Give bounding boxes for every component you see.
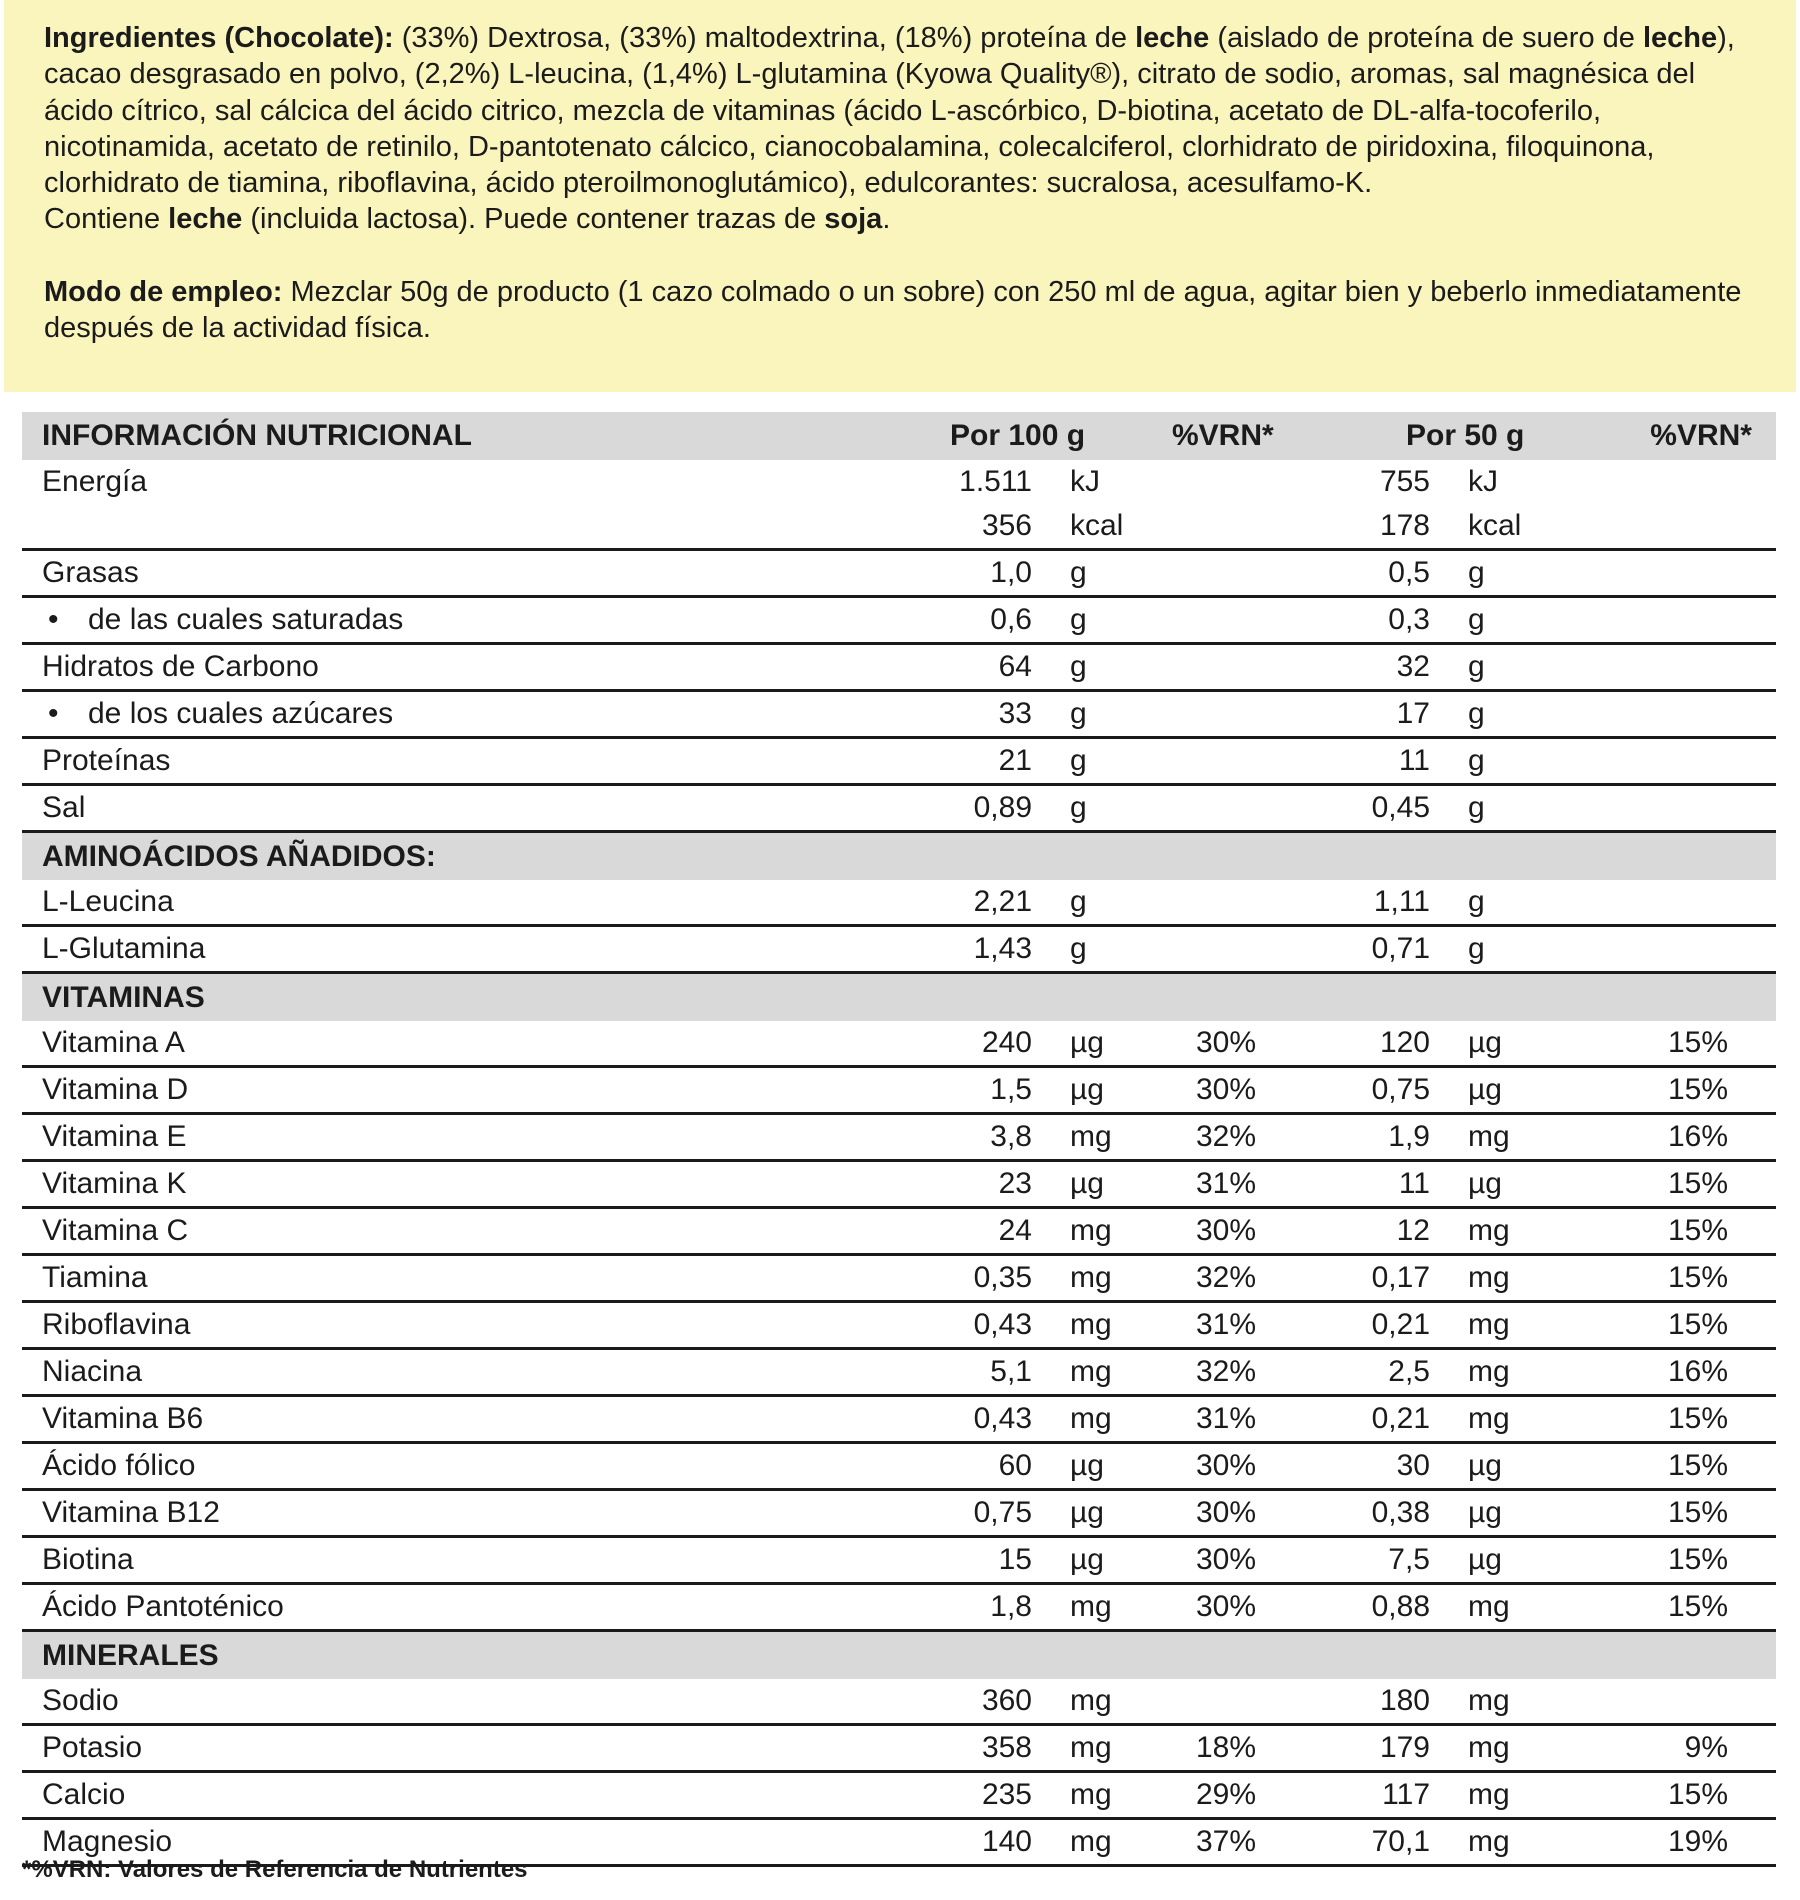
- energy-label: Energía: [42, 465, 148, 498]
- row-label: Biotina: [42, 1543, 134, 1576]
- unit-per50: mg: [1468, 1261, 1510, 1294]
- vrn100-header: %VRN*: [1172, 419, 1274, 452]
- table-row: [22, 1773, 1776, 1820]
- row-label: Hidratos de Carbono: [42, 650, 319, 683]
- unit-per100: µg: [1070, 1543, 1104, 1576]
- vrn-per50: 15%: [1667, 1214, 1728, 1247]
- unit-per50: g: [1468, 650, 1485, 683]
- table-row: [22, 1444, 1776, 1491]
- unit-per100: mg: [1070, 1825, 1112, 1858]
- table-row: [22, 692, 1776, 739]
- allergens-paragraph: Contiene leche (incluida lactosa). Puede contener trazas de soja.: [44, 203, 891, 236]
- row-label: Calcio: [42, 1778, 126, 1811]
- unit-per50: g: [1468, 603, 1485, 636]
- value-per100: 15: [998, 1543, 1032, 1576]
- bullet-icon: •: [48, 603, 59, 636]
- table-row: [22, 1209, 1776, 1256]
- table-header: [22, 412, 1776, 460]
- value-per50: 0,75: [1371, 1073, 1430, 1106]
- value-per100: 3,8: [990, 1120, 1032, 1153]
- energy-kj-row: Energía 1.511 kJ 755 kJ: [22, 460, 1776, 504]
- value-per50: 1,11: [1373, 885, 1430, 918]
- table-row: [22, 1491, 1776, 1538]
- table-row: [22, 551, 1776, 598]
- vrn-per100: 37%: [1196, 1825, 1257, 1858]
- table-row: [22, 1350, 1776, 1397]
- value-per100: 140: [981, 1825, 1032, 1858]
- unit-per100: g: [1070, 603, 1087, 636]
- unit-per50: g: [1468, 885, 1485, 918]
- row-label: Grasas: [42, 556, 139, 589]
- row-label: L-Glutamina: [42, 932, 206, 965]
- unit-per50: mg: [1468, 1120, 1510, 1153]
- value-per100: 33: [998, 697, 1032, 730]
- energy-kcal-row: 356 kcal 178 kcal: [22, 504, 1776, 551]
- row-label: Vitamina D: [42, 1073, 189, 1106]
- vrn-per50: 15%: [1667, 1026, 1728, 1059]
- unit-per100: µg: [1070, 1167, 1104, 1200]
- value-per50: 0,17: [1371, 1261, 1430, 1294]
- value-per50: 0,38: [1371, 1496, 1430, 1529]
- value-per100: 0,35: [973, 1261, 1032, 1294]
- vrn-per50: 16%: [1667, 1355, 1728, 1388]
- value-per100: 358: [981, 1731, 1032, 1764]
- row-label: de los cuales azúcares: [88, 697, 394, 730]
- unit-per100: mg: [1070, 1778, 1112, 1811]
- value-per100: 1,43: [973, 932, 1032, 965]
- unit-per50: µg: [1468, 1167, 1502, 1200]
- table-row: [22, 786, 1776, 833]
- unit-per100: mg: [1070, 1402, 1112, 1435]
- vrn-per50: 15%: [1667, 1167, 1728, 1200]
- unit-per50: mg: [1468, 1214, 1510, 1247]
- vrn-per100: 30%: [1196, 1543, 1257, 1576]
- vrn-per50: 15%: [1667, 1449, 1728, 1482]
- unit-per50: µg: [1468, 1073, 1502, 1106]
- value-per100: 23: [998, 1167, 1032, 1200]
- nutrition-table: [22, 412, 1776, 1867]
- unit-per50: g: [1468, 556, 1485, 589]
- usage-paragraph: Modo de empleo: Mezclar 50g de producto (1 cazo colmado o un sobre) con 250 ml de agua, agitar bien y beberlo inmediatamente después de la actividad física.: [44, 275, 1742, 345]
- unit-per50: g: [1468, 791, 1485, 824]
- unit-per100: mg: [1070, 1590, 1112, 1623]
- value-per50: 7,5: [1388, 1543, 1430, 1576]
- unit-per100: µg: [1070, 1449, 1104, 1482]
- vrn-per100: 29%: [1196, 1778, 1257, 1811]
- value-per100: 60: [998, 1449, 1032, 1482]
- table-row: [22, 739, 1776, 786]
- unit-per100: mg: [1070, 1731, 1112, 1764]
- vrn-per100: 30%: [1196, 1496, 1257, 1529]
- value-per50: 1,9: [1388, 1120, 1430, 1153]
- value-per100: 0,43: [973, 1402, 1032, 1435]
- section-label: MINERALES: [42, 1639, 219, 1672]
- section-label: VITAMINAS: [42, 981, 205, 1014]
- value-per100: 1,5: [990, 1073, 1032, 1106]
- value-per50: 117: [1382, 1778, 1430, 1811]
- row-label: Sodio: [42, 1684, 119, 1717]
- vrn-per50: 15%: [1667, 1308, 1728, 1341]
- row-label: Tiamina: [42, 1261, 148, 1294]
- row-label: Sal: [42, 791, 86, 824]
- row-label: Vitamina B12: [42, 1496, 220, 1529]
- vrn-per100: 31%: [1196, 1167, 1257, 1200]
- table-title: INFORMACIÓN NUTRICIONAL: [42, 419, 472, 452]
- value-per50: 30: [1396, 1449, 1430, 1482]
- unit-per100: mg: [1070, 1308, 1112, 1341]
- unit-per50: mg: [1468, 1308, 1510, 1341]
- vrn-per50: 9%: [1684, 1731, 1728, 1764]
- vrn50-header: %VRN*: [1650, 419, 1752, 452]
- unit-per100: g: [1070, 744, 1087, 777]
- value-per50: 0,21: [1371, 1402, 1430, 1435]
- value-per50: 0,3: [1388, 603, 1430, 636]
- table-row: [22, 1115, 1776, 1162]
- value-per50: 120: [1379, 1026, 1430, 1059]
- row-label: Vitamina K: [42, 1167, 187, 1200]
- value-per50: 2,5: [1388, 1355, 1430, 1388]
- row-label: Niacina: [42, 1355, 143, 1388]
- value-per100: 0,75: [973, 1496, 1032, 1529]
- per100-header: Por 100 g: [950, 419, 1086, 452]
- unit-per100: µg: [1070, 1073, 1104, 1106]
- value-per50: 17: [1396, 697, 1430, 730]
- section-header: [22, 833, 1776, 880]
- unit-per50: mg: [1468, 1825, 1510, 1858]
- value-per50: 11: [1398, 744, 1430, 777]
- unit-per100: g: [1070, 697, 1087, 730]
- table-row: [22, 598, 1776, 645]
- vrn-per50: 15%: [1667, 1073, 1728, 1106]
- value-per50: 70,1: [1371, 1825, 1430, 1858]
- row-label: Magnesio: [42, 1825, 173, 1858]
- value-per100: 0,89: [973, 791, 1032, 824]
- value-per50: 0,5: [1388, 556, 1430, 589]
- row-label: Ácido Pantoténico: [42, 1590, 284, 1623]
- ingredients-paragraph: Ingredientes (Chocolate): (33%) Dextrosa, (33%) maltodextrina, (18%) proteína de leche (aislado de proteína de suero de leche), cacao desgrasado en polvo, (2,2%) L-leucina, (1,4%) L-glutamina (Kyowa Quality®), citrato de sodio, aromas, sal magnésica del ácido cítrico, sal cálcica del ácido citrico, mezcla de vitaminas (ácido L-ascórbico, D-biotina, acetato de DL-alfa-tocoferilo, nicotinamida, acetato de retinilo, D-pantotenato cálcico, cianocobalamina, colecalciferol, clorhidrato de piridoxina, filoquinona, clorhidrato de tiamina, riboflavina, ácido pteroilmonoglutámico), edulcorantes: sucralosa, acesulfamo-K.: [44, 22, 1735, 200]
- unit-per100: mg: [1070, 1214, 1112, 1247]
- value-per50: 0,88: [1371, 1590, 1430, 1623]
- unit-per100: mg: [1070, 1120, 1112, 1153]
- vrn-per100: 30%: [1196, 1214, 1257, 1247]
- table-row: [22, 1538, 1776, 1585]
- vrn-per50: 15%: [1667, 1402, 1728, 1435]
- footnote: *%VRN: Valores de Referencia de Nutrientes: [22, 1856, 528, 1883]
- section-header: [22, 1632, 1776, 1679]
- value-per100: 0,43: [973, 1308, 1032, 1341]
- table-row: [22, 1397, 1776, 1444]
- table-row: [22, 927, 1776, 974]
- vrn-per50: 15%: [1667, 1778, 1728, 1811]
- value-per100: 360: [981, 1684, 1032, 1717]
- value-per100: 235: [981, 1778, 1032, 1811]
- unit-per100: mg: [1070, 1355, 1112, 1388]
- table-row: [22, 1162, 1776, 1209]
- unit-per50: mg: [1468, 1402, 1510, 1435]
- value-per100: 1,8: [990, 1590, 1032, 1623]
- value-per50: 0,71: [1371, 932, 1430, 965]
- unit-per100: µg: [1070, 1026, 1104, 1059]
- row-label: Ácido fólico: [42, 1449, 196, 1482]
- bullet-icon: •: [48, 697, 59, 730]
- table-row: [22, 1256, 1776, 1303]
- vrn-per100: 32%: [1196, 1120, 1257, 1153]
- unit-per100: g: [1070, 791, 1087, 824]
- unit-per100: mg: [1070, 1684, 1112, 1717]
- row-label: Riboflavina: [42, 1308, 191, 1341]
- unit-per100: g: [1070, 885, 1087, 918]
- unit-per50: µg: [1468, 1543, 1502, 1576]
- value-per100: 1,0: [990, 556, 1032, 589]
- value-per50: 32: [1396, 650, 1430, 683]
- value-per100: 64: [998, 650, 1032, 683]
- unit-per100: g: [1070, 650, 1087, 683]
- unit-per50: µg: [1468, 1496, 1502, 1529]
- table-row: [22, 1585, 1776, 1632]
- value-per100: 0,6: [990, 603, 1032, 636]
- unit-per50: µg: [1468, 1449, 1502, 1482]
- vrn-per50: 15%: [1667, 1543, 1728, 1576]
- unit-per100: mg: [1070, 1261, 1112, 1294]
- unit-per50: mg: [1468, 1778, 1510, 1811]
- section-header: [22, 974, 1776, 1021]
- value-per100: 21: [998, 744, 1032, 777]
- unit-per50: mg: [1468, 1731, 1510, 1764]
- table-row: [22, 880, 1776, 927]
- value-per100: 5,1: [990, 1355, 1032, 1388]
- vrn-per50: 16%: [1667, 1120, 1728, 1153]
- usage-label: Modo de empleo:: [44, 275, 283, 308]
- vrn-per100: 30%: [1196, 1026, 1257, 1059]
- unit-per100: µg: [1070, 1496, 1104, 1529]
- vrn-per50: 15%: [1667, 1590, 1728, 1623]
- table-row: [22, 1068, 1776, 1115]
- row-label: Vitamina E: [42, 1120, 187, 1153]
- vrn-per100: 18%: [1196, 1731, 1257, 1764]
- value-per50: 179: [1379, 1731, 1430, 1764]
- unit-per50: mg: [1468, 1684, 1510, 1717]
- ingredients-label: Ingredientes (Chocolate):: [44, 22, 394, 54]
- row-label: de las cuales saturadas: [88, 603, 404, 636]
- per50-header: Por 50 g: [1406, 419, 1525, 452]
- unit-per100: g: [1070, 556, 1087, 589]
- row-label: L-Leucina: [42, 885, 174, 918]
- ingredients-panel: [4, 0, 1796, 392]
- unit-per50: mg: [1468, 1355, 1510, 1388]
- table-row: [22, 1303, 1776, 1350]
- value-per100: 24: [998, 1214, 1032, 1247]
- row-label: Vitamina C: [42, 1214, 189, 1247]
- row-label: Vitamina B6: [42, 1402, 204, 1435]
- row-label: Potasio: [42, 1731, 143, 1764]
- value-per50: 0,45: [1371, 791, 1430, 824]
- vrn-per100: 30%: [1196, 1073, 1257, 1106]
- unit-per50: mg: [1468, 1590, 1510, 1623]
- value-per50: 0,21: [1371, 1308, 1430, 1341]
- value-per50: 12: [1396, 1214, 1430, 1247]
- vrn-per100: 32%: [1196, 1355, 1257, 1388]
- unit-per50: g: [1468, 697, 1485, 730]
- vrn-per100: 30%: [1196, 1449, 1257, 1482]
- table-row: [22, 1021, 1776, 1068]
- row-label: Vitamina A: [42, 1026, 185, 1059]
- vrn-per50: 19%: [1667, 1825, 1728, 1858]
- table-row: [22, 1726, 1776, 1773]
- vrn-per100: 30%: [1196, 1590, 1257, 1623]
- value-per50: 11: [1398, 1167, 1430, 1200]
- table-row: [22, 645, 1776, 692]
- vrn-per100: 31%: [1196, 1402, 1257, 1435]
- value-per50: 180: [1379, 1684, 1430, 1717]
- table-row: [22, 1679, 1776, 1726]
- unit-per50: g: [1468, 744, 1485, 777]
- row-label: Proteínas: [42, 744, 171, 777]
- unit-per50: µg: [1468, 1026, 1502, 1059]
- unit-per100: g: [1070, 932, 1087, 965]
- vrn-per100: 31%: [1196, 1308, 1257, 1341]
- vrn-per50: 15%: [1667, 1496, 1728, 1529]
- section-label: AMINOÁCIDOS AÑADIDOS:: [42, 840, 436, 873]
- vrn-per100: 32%: [1196, 1261, 1257, 1294]
- vrn-per50: 15%: [1667, 1261, 1728, 1294]
- value-per100: 2,21: [973, 885, 1032, 918]
- value-per100: 240: [981, 1026, 1032, 1059]
- unit-per50: g: [1468, 932, 1485, 965]
